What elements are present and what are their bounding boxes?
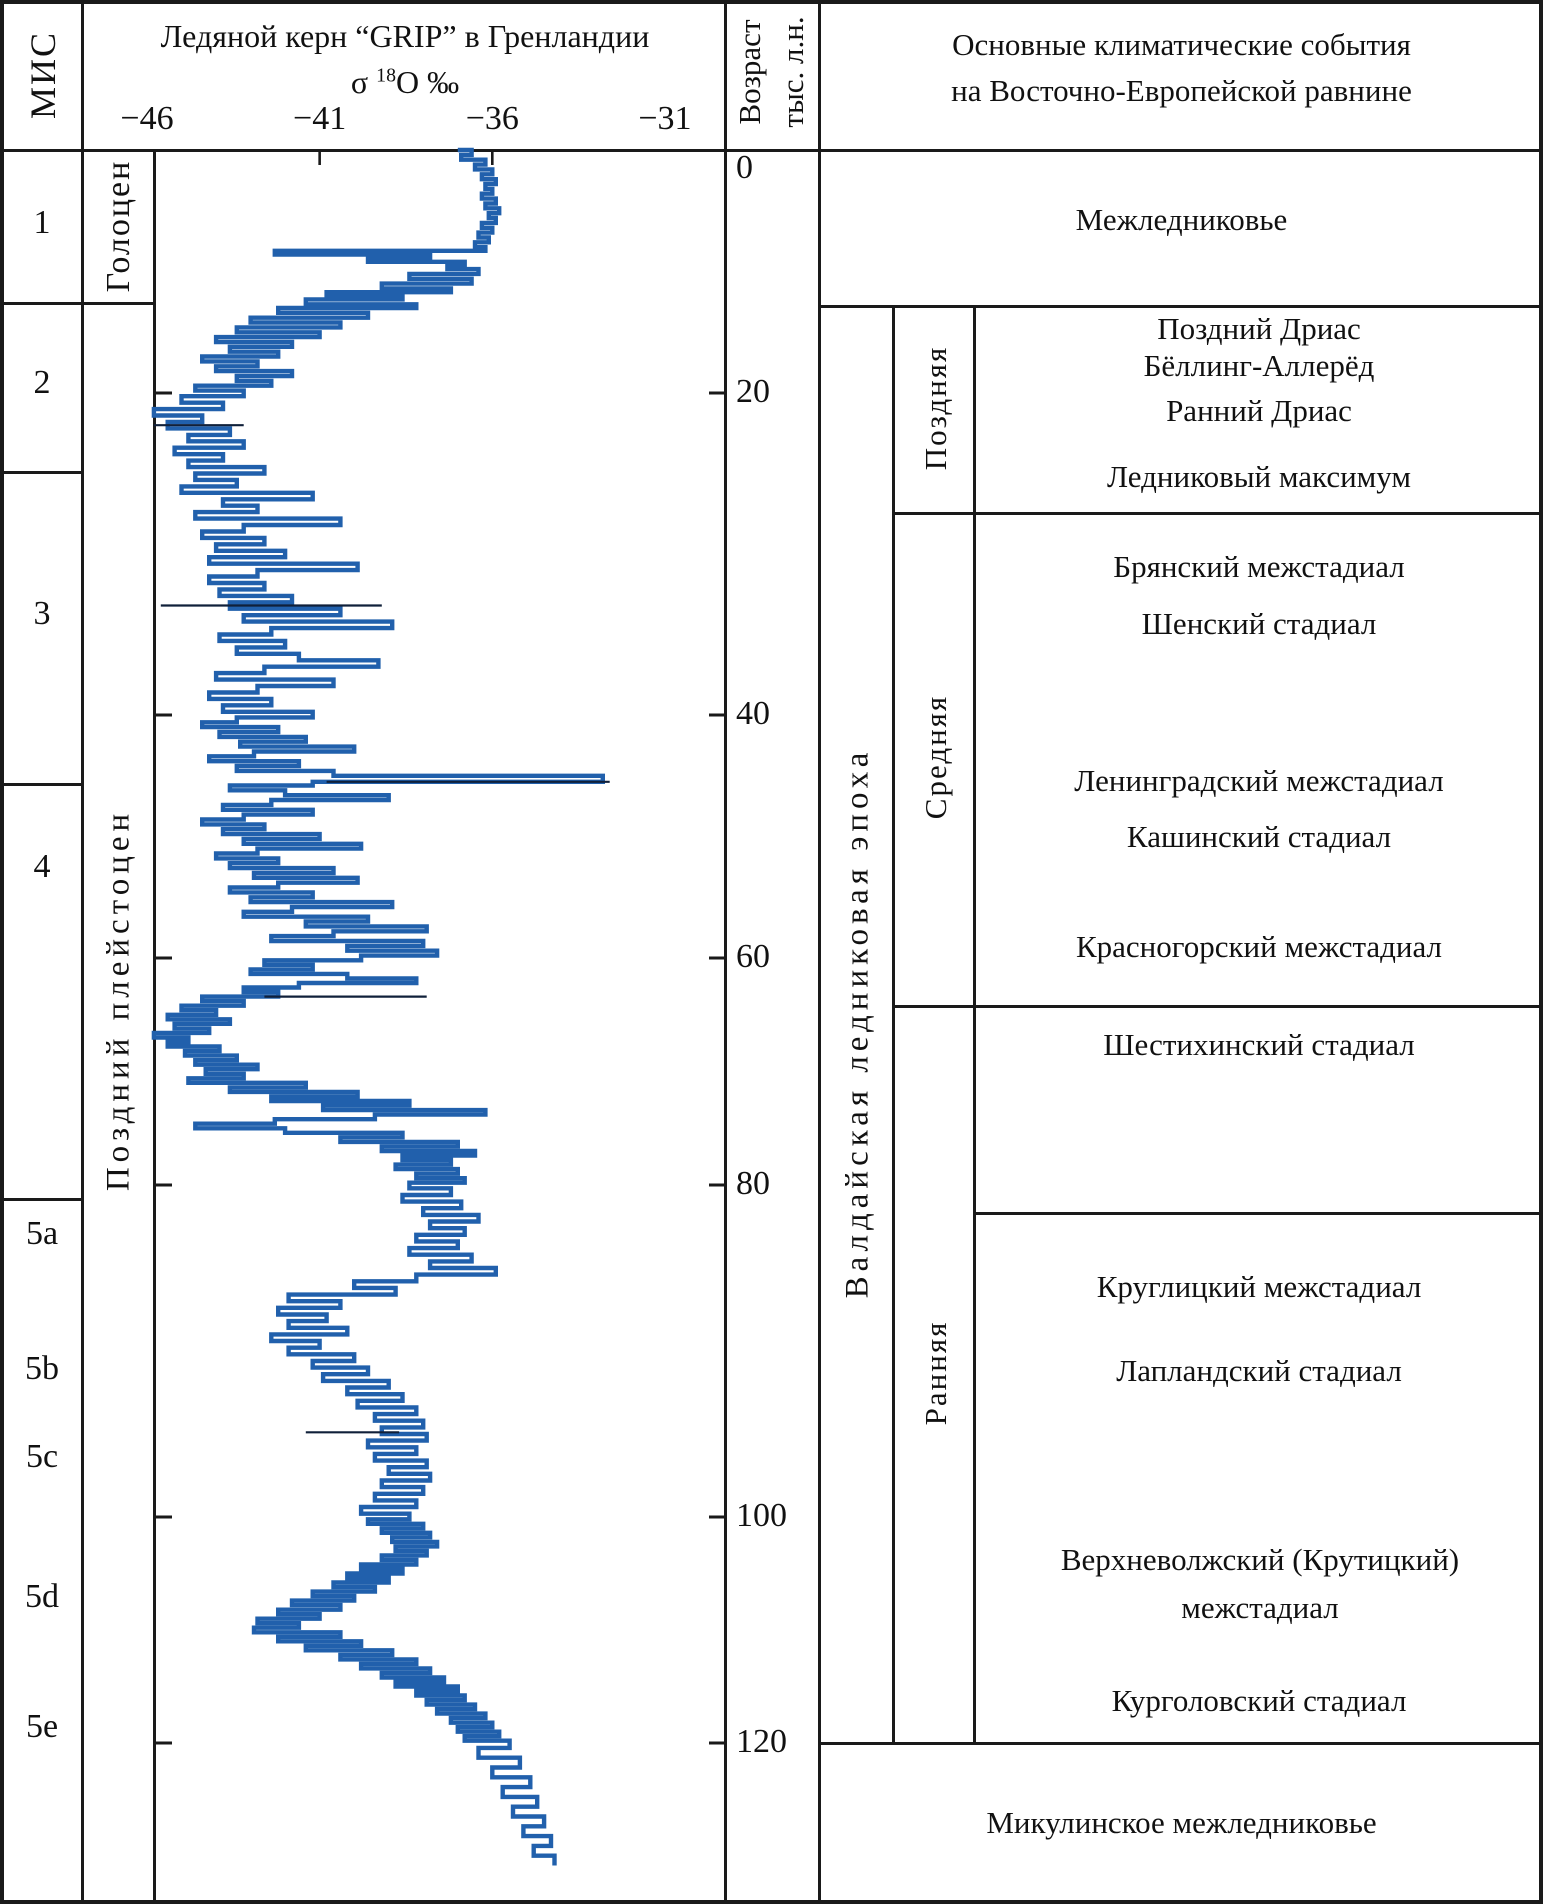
mis-row-label-5e: 5e <box>25 1708 59 1745</box>
event-kurgolovo: Курголовский стадиал <box>1111 1683 1407 1718</box>
event-kruglitsa: Круглицкий межстадиал <box>1096 1269 1422 1304</box>
events-interglacial-bottom <box>818 305 1543 308</box>
event-early-dryas: Ранний Дриас <box>1166 393 1352 428</box>
sigma-symbol: σ <box>350 64 369 100</box>
age-tick-label: 20 <box>736 373 770 410</box>
mis-row-line-3-4 <box>0 783 84 786</box>
mis-row-label-5b: 5b <box>25 1350 59 1387</box>
age-tick-label: 80 <box>736 1165 770 1202</box>
mis-row-label-5d: 5d <box>25 1578 59 1615</box>
stage-early-label: Ранняя <box>918 1320 953 1426</box>
x-axis-tick-label: −41 <box>293 100 347 137</box>
x-axis-tick-label: −36 <box>465 100 519 137</box>
divider-epoch-right <box>153 149 156 1904</box>
stage-late-label: Поздняя <box>918 345 953 471</box>
events-title-line2: на Восточно-Европейской равнине <box>951 73 1412 108</box>
events-title-line1: Основные климатические события <box>952 27 1411 62</box>
divider-age-right <box>818 0 821 1904</box>
age-tick-label: 60 <box>736 938 770 975</box>
event-shensk: Шенский стадиал <box>1141 606 1377 641</box>
divider-stage-right <box>973 305 976 1745</box>
grip-curve-path <box>154 150 603 1866</box>
age-tick-label: 100 <box>736 1497 787 1534</box>
isotope-superscript: 18 <box>376 64 396 87</box>
mis-row-label-5c: 5c <box>25 1438 59 1475</box>
border-top <box>0 0 1543 4</box>
epoch-pleistocene-label: Поздний плейстоцен <box>100 808 137 1192</box>
event-glacial-maximum: Ледниковый максимум <box>1106 459 1412 494</box>
mis-row-label-4: 4 <box>33 848 51 885</box>
event-verkhnevolzhsky: Верхневолжский (Крутицкий) межстадиал <box>1060 1542 1460 1626</box>
border-right <box>1539 0 1543 1904</box>
x-axis-tick-label: −31 <box>638 100 692 137</box>
interglacial-cell: Межледниковье <box>1075 202 1288 237</box>
age-axis-title-line2: тыс. л.н. <box>775 16 810 128</box>
border-bottom <box>0 1900 1543 1904</box>
age-axis-title-line1: Возраст <box>732 19 767 125</box>
valdai-epoch-label: Валдайская ледниковая эпоха <box>839 747 876 1299</box>
events-middle-bottom <box>892 1005 1543 1008</box>
stage-middle-label: Средняя <box>918 694 953 820</box>
event-lapland: Лапландский стадиал <box>1116 1353 1402 1388</box>
mis-row-line-2-3 <box>0 471 84 474</box>
x-axis-tick-label: −46 <box>120 100 174 137</box>
header-bottom-line <box>0 149 1543 152</box>
event-leningrad: Ленинградский межстадиал <box>1074 763 1444 798</box>
mis-row-line-1-2 <box>0 302 156 305</box>
event-shestikha: Шестихинский стадиал <box>1103 1027 1415 1062</box>
event-bolling-allerod: Бёллинг-Аллерёд <box>1143 348 1375 383</box>
age-tick-label: 120 <box>736 1723 787 1760</box>
events-shestikha-bottom <box>973 1212 1543 1215</box>
events-valdai-bottom <box>818 1742 1543 1745</box>
events-late-bottom <box>892 512 1543 515</box>
mis-row-label-3: 3 <box>33 595 51 632</box>
xlabel-rest: O ‰ <box>395 64 460 100</box>
event-krasnogorsk: Красногорский межстадиал <box>1075 929 1443 964</box>
event-kashin: Кашинский стадиал <box>1126 819 1392 854</box>
mis-column-header: МИС <box>23 30 63 120</box>
age-tick-label: 40 <box>736 695 770 732</box>
mis-row-label-5a: 5a <box>25 1215 59 1252</box>
divider-chart-right <box>724 0 727 1904</box>
epoch-holocene-label: Голоцен <box>100 159 137 293</box>
mis-row-label-2: 2 <box>33 364 51 401</box>
event-bryansk: Брянский межстадиал <box>1113 549 1405 584</box>
chart-title: Ледяной керн “GRIP” в Гренландии <box>160 18 650 54</box>
mikulino-cell: Микулинское межледниковье <box>986 1805 1377 1840</box>
mis-row-label-1: 1 <box>33 204 51 241</box>
divider-valdai-right <box>892 305 895 1745</box>
age-tick-label: 0 <box>736 149 753 186</box>
chart-xlabel <box>160 62 650 102</box>
event-late-dryas: Поздний Дриас <box>1157 311 1361 346</box>
mis-row-line-4-5a <box>0 1198 84 1201</box>
